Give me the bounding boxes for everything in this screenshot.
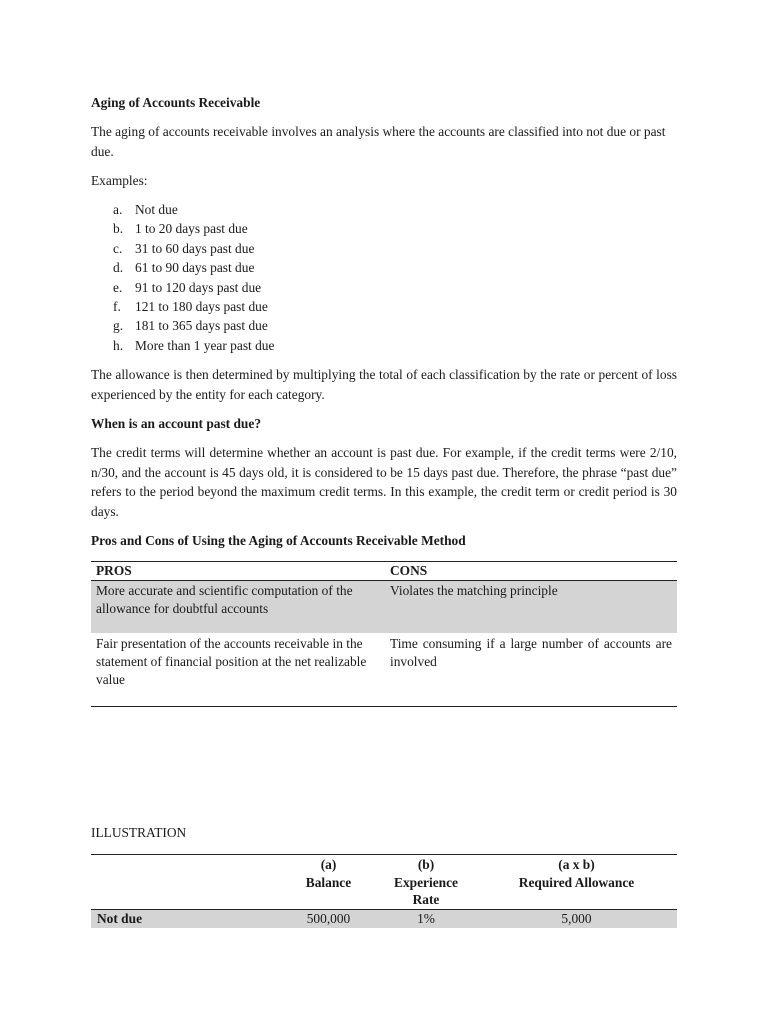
past-due-heading: When is an account past due?: [91, 416, 262, 431]
allowance-header: [476, 855, 677, 910]
rate-header: [376, 855, 476, 910]
list-item-text: 91 to 120 days past due: [135, 279, 262, 295]
section-heading: Aging of Accounts Receivable: [91, 95, 261, 110]
list-item: [91, 200, 677, 219]
header-line: (a): [320, 857, 337, 872]
balance-cell: 500,000: [281, 909, 376, 928]
allowance-paragraph: The allowance is then determined by multiplying the total of each classification by the rate or percent of loss experienced by the entity for each category.: [91, 367, 677, 402]
list-marker: e.: [113, 279, 123, 295]
cons-header: CONS: [385, 562, 677, 581]
list-item: [91, 278, 677, 297]
list-marker: c.: [113, 240, 123, 256]
past-due-paragraph: The credit terms will determine whether an account is past due. For example, if the credit terms were 2/10, n/30, and the account is 45 days old, it is considered to be 15 days past due. Therefore, the phrase “past due” refers to the period beyond the maximum credit terms. In this example, the credit term or credit period is 30 days.: [91, 445, 677, 519]
intro-paragraph: The aging of accounts receivable involves an analysis where the accounts are classified into not due or past due.: [91, 124, 666, 159]
list-item-text: 1 to 20 days past due: [135, 221, 248, 237]
header-line: Experience: [394, 874, 458, 890]
list-item-text: 31 to 60 days past due: [135, 240, 255, 256]
list-item-text: 181 to 365 days past due: [135, 318, 268, 334]
header-line: (b): [417, 857, 435, 872]
cons-cell: Time consuming if a large number of accounts are involved: [390, 636, 672, 669]
list-marker: d.: [113, 260, 124, 276]
list-item-text: More than 1 year past due: [135, 337, 275, 353]
table-row: [91, 581, 677, 634]
header-line: Required Allowance: [518, 874, 635, 890]
table-header-row: [91, 562, 677, 581]
list-marker: a.: [113, 202, 123, 217]
table-row: [91, 633, 677, 707]
row-label: Not due: [91, 909, 281, 928]
list-item-text: Not due: [135, 202, 178, 217]
balance-header: [281, 855, 376, 910]
examples-label: Examples:: [91, 173, 148, 188]
header-line: Balance: [305, 874, 352, 890]
list-item: [91, 239, 677, 258]
list-item-text: 61 to 90 days past due: [135, 260, 255, 276]
blank-header: [91, 855, 281, 910]
list-item: [91, 316, 677, 335]
list-marker: b.: [113, 221, 124, 237]
illustration-table: [91, 854, 677, 928]
examples-list: [91, 200, 677, 355]
list-marker: f.: [113, 298, 121, 314]
pros-cons-table: [91, 561, 677, 707]
list-item: [91, 219, 677, 238]
cons-cell: Violates the matching principle: [385, 581, 677, 634]
list-item: [91, 258, 677, 277]
list-item: [91, 336, 677, 355]
list-marker: g.: [113, 318, 124, 334]
list-marker: h.: [113, 337, 124, 353]
pros-cons-heading: Pros and Cons of Using the Aging of Accounts Receivable Method: [91, 533, 466, 548]
allowance-cell: 5,000: [476, 909, 677, 928]
pros-header: PROS: [91, 562, 385, 581]
pros-cell: More accurate and scientific computation of the allowance for doubtful accounts: [91, 581, 385, 634]
header-line: (a x b): [558, 857, 595, 872]
list-item: [91, 297, 677, 316]
rate-cell: 1%: [376, 909, 476, 928]
pros-cell: Fair presentation of the accounts receivable in the statement of financial position at the net realizable value: [96, 636, 367, 687]
table-header-row: [91, 855, 677, 910]
header-line: Rate: [412, 892, 440, 907]
illustration-label: ILLUSTRATION: [91, 825, 187, 840]
table-row: [91, 909, 677, 928]
list-item-text: 121 to 180 days past due: [135, 298, 268, 314]
